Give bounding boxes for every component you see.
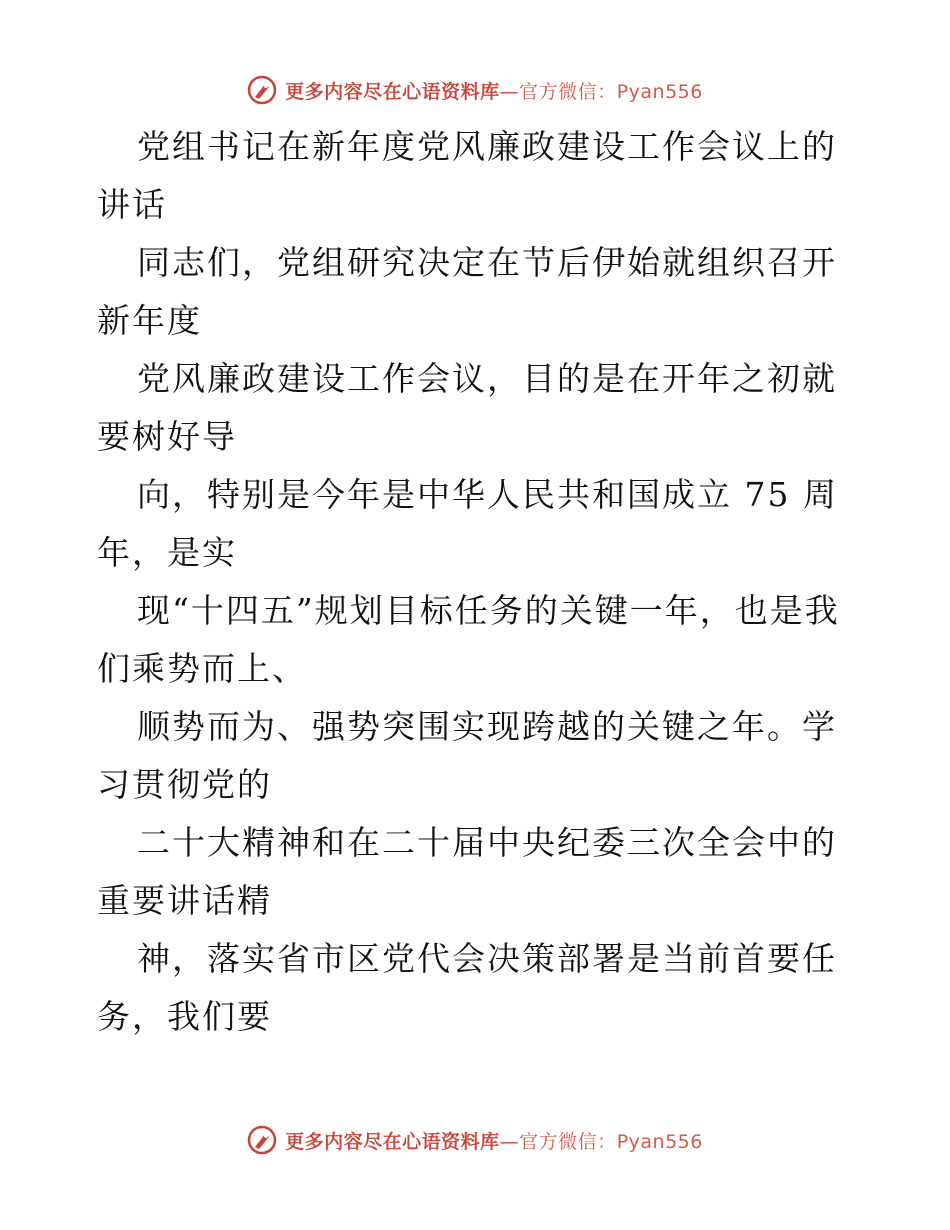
header-wechat-id: Pyan556 [616, 80, 703, 103]
paragraph: 二十大精神和在二十届中央纪委三次全会中的重要讲话精 [97, 823, 837, 920]
header-separator: — [499, 80, 520, 103]
paragraph: 同志们，党组研究决定在节后伊始就组织召开新年度 [97, 243, 837, 340]
paragraph: 向，特别是今年是中华人民共和国成立 75 周年，是实 [97, 475, 838, 572]
paragraph: 党风廉政建设工作会议，目的是在开年之初就要树好导 [97, 359, 837, 456]
paragraph: 顺势而为、强势突围实现跨越的关键之年。学习贯彻党的 [97, 707, 837, 804]
footer-wechat-id: Pyan556 [616, 1130, 703, 1153]
header-text [285, 77, 703, 104]
footer-wechat-label: 官方微信： [519, 1130, 617, 1153]
footer-text [285, 1127, 703, 1154]
header-banner [0, 70, 950, 110]
header-wechat-label: 官方微信： [519, 80, 617, 103]
footer-banner [0, 1120, 950, 1160]
paragraph-title: 党组书记在新年度党风廉政建设工作会议上的讲话 [97, 127, 837, 224]
header-brand: 更多内容尽在心语资料库 [285, 80, 500, 103]
paragraph: 神，落实省市区党代会决策部署是当前首要任务，我们要 [97, 939, 837, 1036]
document-body [97, 118, 857, 1046]
paragraph: 现“十四五”规划目标任务的关键一年，也是我们乘势而上、 [97, 591, 840, 688]
pen-nib-logo-icon [247, 1125, 277, 1155]
footer-separator: — [499, 1130, 520, 1153]
pen-nib-logo-icon [247, 75, 277, 105]
footer-brand: 更多内容尽在心语资料库 [285, 1130, 500, 1153]
